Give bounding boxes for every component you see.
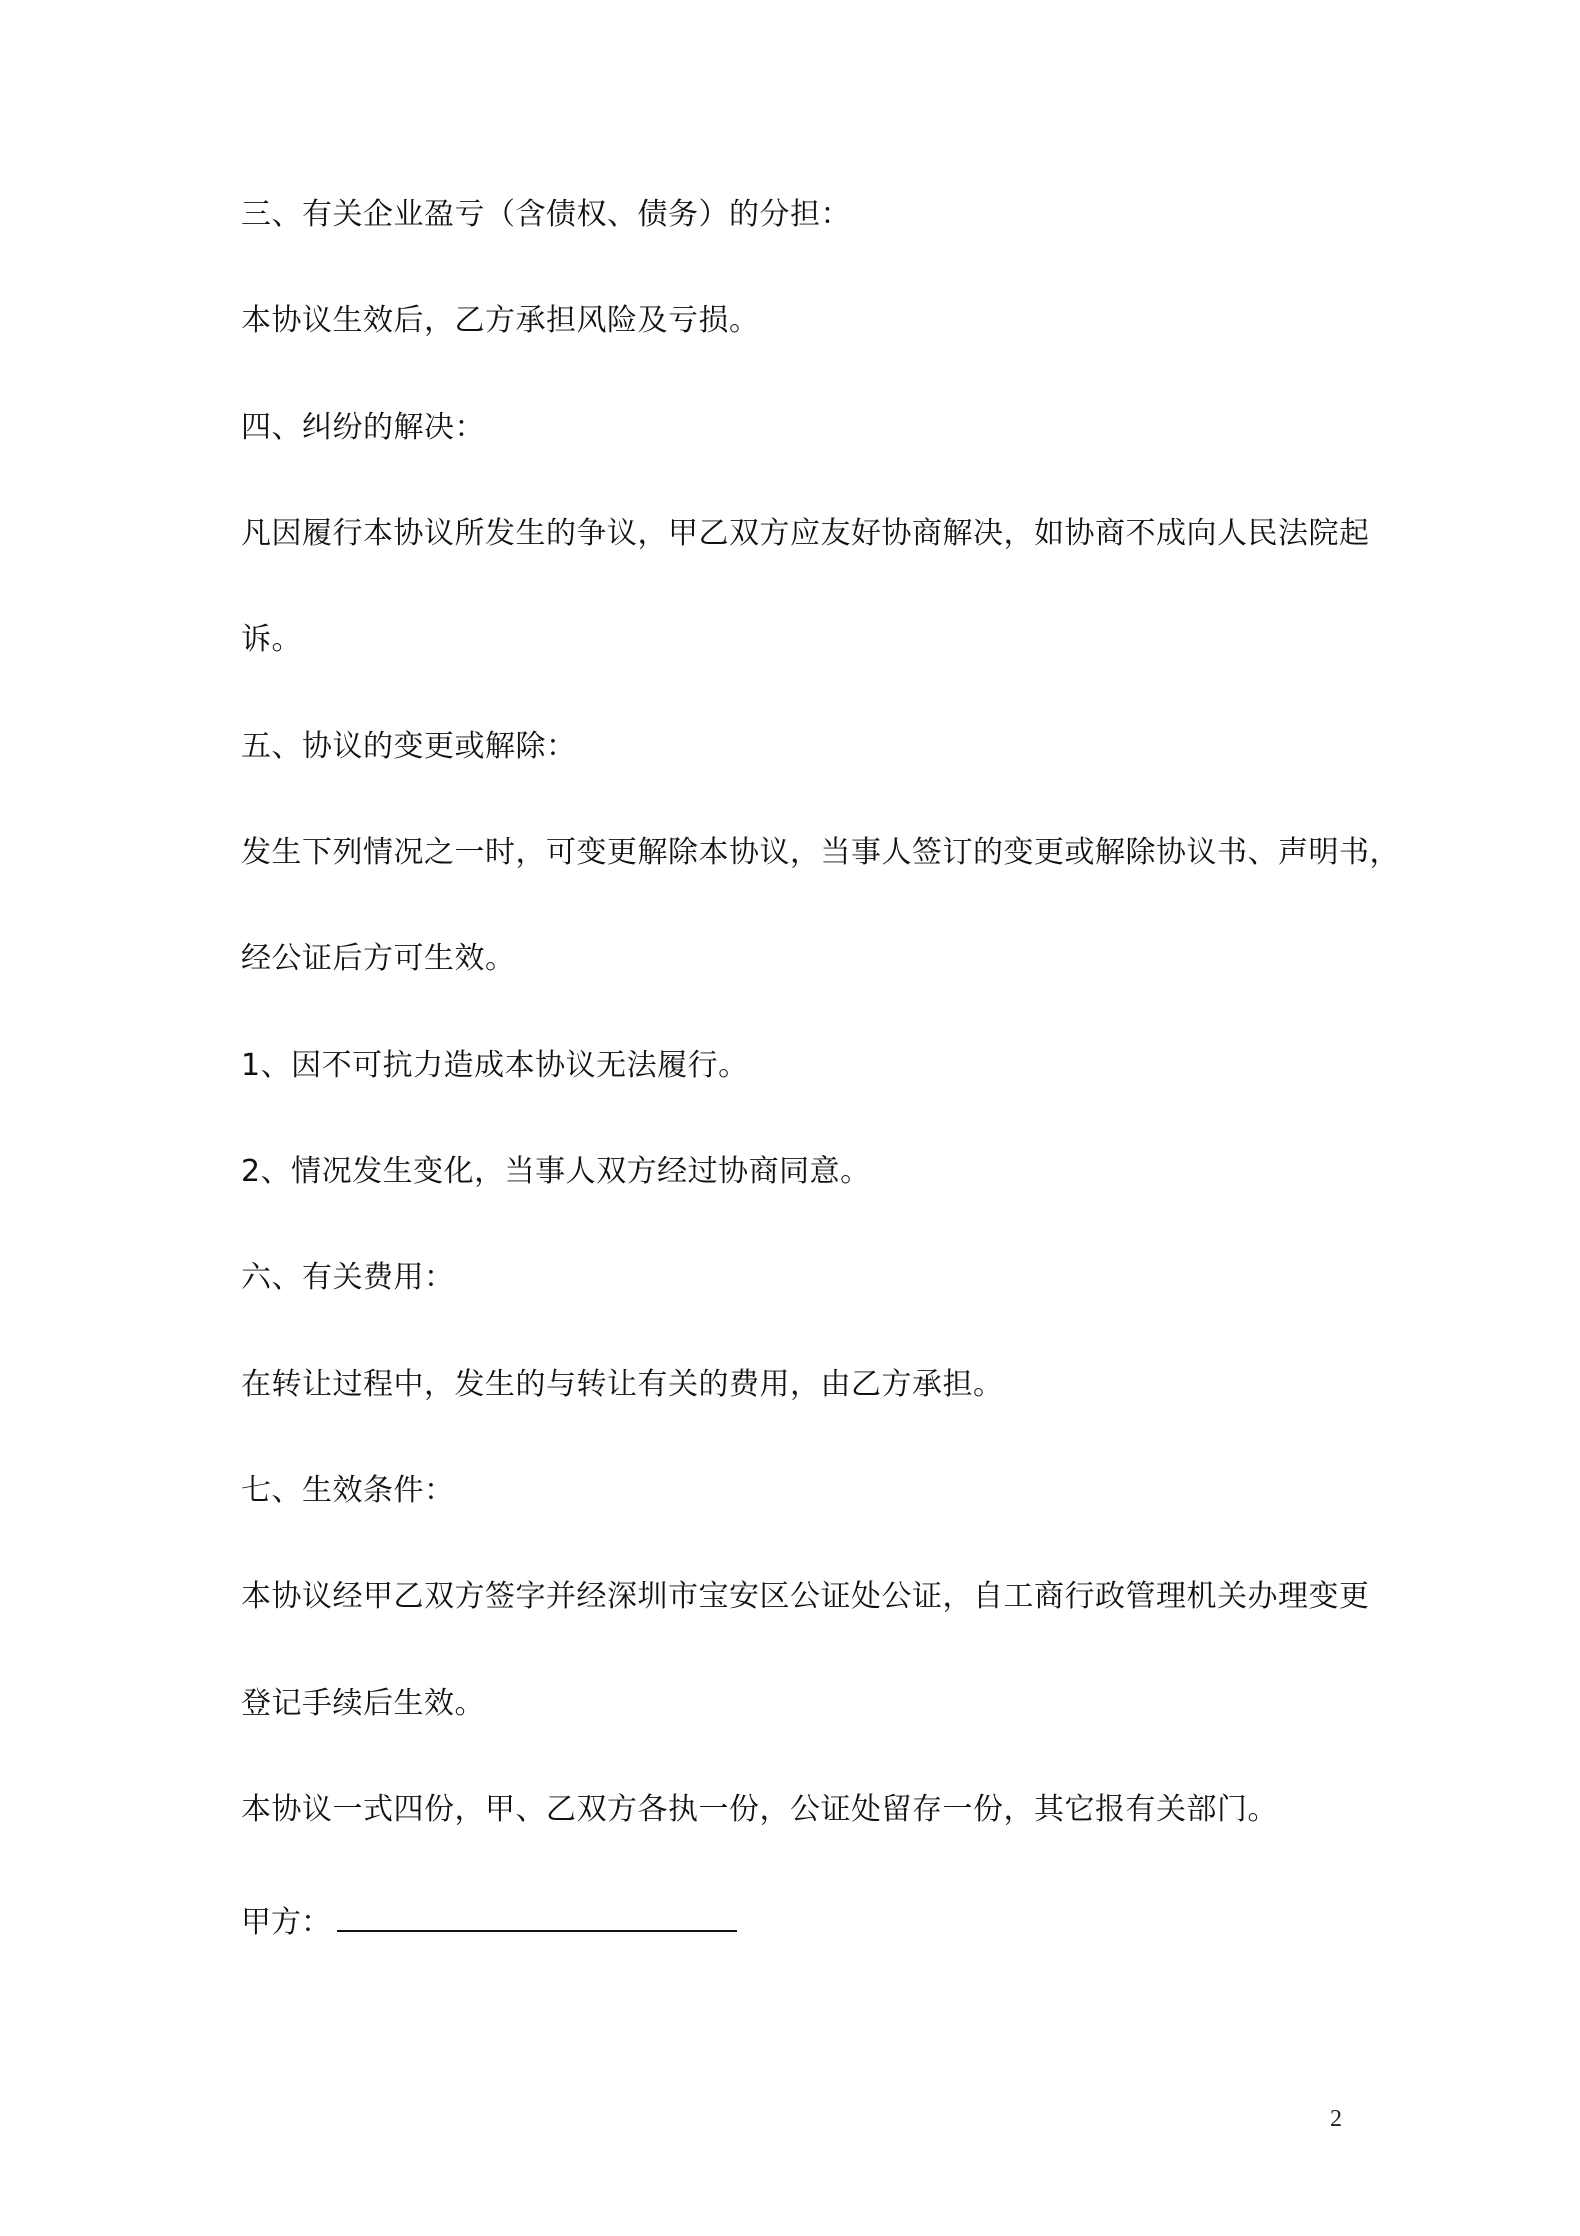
section-6-heading: 六、有关费用：	[241, 1260, 455, 1295]
section-5-item-2: 2、情况发生变化，当事人双方经过协商同意。	[241, 1154, 871, 1189]
section-5-body-line-1: 发生下列情况之一时，可变更解除本协议，当事人签订的变更或解除协议书、声明书，	[241, 835, 1400, 870]
section-4-body-line-1: 凡因履行本协议所发生的争议，甲乙双方应友好协商解决，如协商不成向人民法院起	[241, 516, 1370, 551]
section-7-body-line-2: 登记手续后生效。	[241, 1686, 485, 1721]
party-a-signature-line	[337, 1900, 737, 1932]
section-7-body-line-1: 本协议经甲乙双方签字并经深圳市宝安区公证处公证，自工商行政管理机关办理变更	[241, 1579, 1370, 1614]
party-a-signature	[241, 1900, 737, 1943]
party-a-label: 甲方：	[241, 1905, 331, 1940]
section-5-body-line-2: 经公证后方可生效。	[241, 941, 516, 976]
section-4-heading: 四、纠纷的解决：	[241, 410, 485, 445]
copies-clause: 本协议一式四份，甲、乙双方各执一份，公证处留存一份，其它报有关部门。	[241, 1792, 1278, 1827]
section-7-heading: 七、生效条件：	[241, 1473, 455, 1508]
section-3-body: 本协议生效后，乙方承担风险及亏损。	[241, 303, 760, 338]
section-6-body: 在转让过程中，发生的与转让有关的费用，由乙方承担。	[241, 1367, 1004, 1402]
section-3-heading: 三、有关企业盈亏（含债权、债务）的分担：	[241, 197, 851, 232]
section-4-body-line-2: 诉。	[241, 622, 302, 657]
page-number: 2	[1330, 2106, 1342, 2132]
section-5-item-1: 1、因不可抗力造成本协议无法履行。	[241, 1048, 749, 1083]
section-5-heading: 五、协议的变更或解除：	[241, 729, 577, 764]
